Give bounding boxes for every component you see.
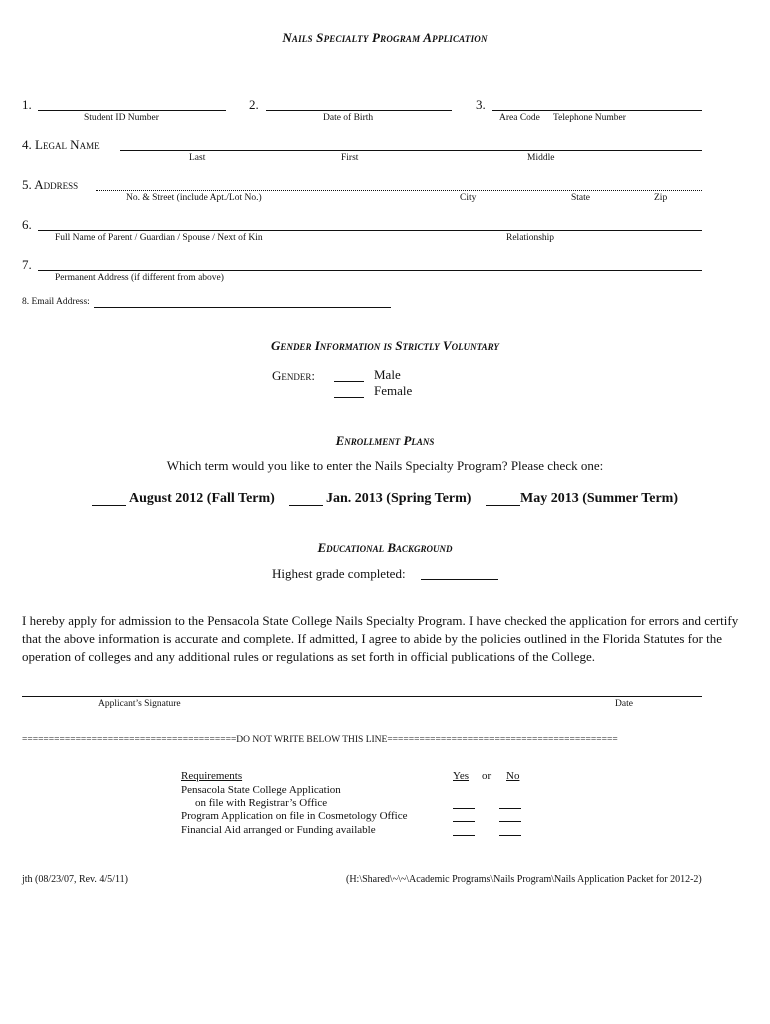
email-label: 8. Email Address:: [22, 297, 90, 307]
date-of-birth-line[interactable]: [266, 110, 452, 111]
spring-term-option: Jan. 2013 (Spring Term): [326, 491, 472, 506]
female-option: Female: [374, 383, 413, 398]
address-line[interactable]: [96, 190, 702, 191]
do-not-write-divider: ========================================DO NOT WRITE BELOW THIS LINE===========================================: [22, 735, 618, 745]
field-1-number: 1.: [22, 97, 32, 112]
permanent-address-line[interactable]: [38, 270, 702, 271]
spring-term-checkbox[interactable]: [289, 505, 323, 506]
yes-heading: Yes: [453, 770, 470, 782]
male-option: Male: [374, 367, 401, 382]
signature-line[interactable]: [22, 696, 702, 697]
footer-file-path: (H:\Shared\~\~\Academic Programs\Nails Program\Nails Application Packet for 2012-2): [346, 874, 702, 885]
permanent-address-label: Permanent Address (if different from above): [55, 273, 224, 283]
legal-name-label: 4. Legal Name: [22, 137, 100, 152]
telephone-label: Telephone Number: [553, 113, 626, 123]
state-label: State: [571, 193, 590, 203]
enrollment-heading: Enrollment Plans: [335, 433, 435, 448]
highest-grade-line[interactable]: [421, 579, 498, 580]
last-name-label: Last: [189, 153, 206, 163]
student-id-label: Student ID Number: [84, 113, 159, 123]
requirement-item: on file with Registrar’s Office: [195, 797, 328, 809]
summer-term-option: May 2013 (Summer Term): [520, 491, 678, 506]
highest-grade-label: Highest grade completed:: [272, 566, 406, 581]
no-heading: No: [506, 770, 520, 782]
next-of-kin-label: Full Name of Parent / Guardian / Spouse / Next of Kin: [55, 233, 263, 243]
requirement-item: Program Application on file in Cosmetology Office: [181, 810, 408, 822]
req-1-yes-box[interactable]: [453, 808, 475, 809]
requirement-item: Financial Aid arranged or Funding available: [181, 824, 376, 836]
middle-name-label: Middle: [527, 153, 555, 163]
requirements-heading: Requirements: [181, 770, 243, 782]
page-title: Nails Specialty Program Application: [282, 30, 488, 45]
gender-heading: Gender Information is Strictly Voluntary: [271, 338, 499, 353]
field-7-number: 7.: [22, 257, 32, 272]
first-name-label: First: [341, 153, 359, 163]
req-3-yes-box[interactable]: [453, 835, 475, 836]
enrollment-question: Which term would you like to enter the Nails Specialty Program? Please check one:: [166, 458, 604, 473]
footer-revision: jth (08/23/07, Rev. 4/5/11): [22, 874, 128, 885]
next-of-kin-line[interactable]: [38, 230, 702, 231]
education-heading: Educational Background: [317, 540, 453, 555]
fall-term-checkbox[interactable]: [92, 505, 126, 506]
address-label: 5. Address: [22, 177, 79, 192]
zip-label: Zip: [654, 193, 668, 203]
req-2-no-box[interactable]: [499, 821, 521, 822]
city-label: City: [460, 193, 477, 203]
gender-label: Gender:: [272, 368, 315, 383]
req-1-no-box[interactable]: [499, 808, 521, 809]
email-line[interactable]: [94, 307, 391, 308]
field-6-number: 6.: [22, 217, 32, 232]
telephone-line[interactable]: [492, 110, 702, 111]
date-label: Date: [615, 699, 633, 709]
fall-term-option: August 2012 (Fall Term): [129, 491, 275, 506]
requirement-item: Pensacola State College Application: [181, 784, 341, 796]
applicant-statement: I hereby apply for admission to the Pensacola State College Nails Specialty Program. I have checked the application for errors and certify that the above information is accurate and complete. If admitted, I agree to abide by the policies outlined in the Florida Statutes for the operation of colleges and any additional rules or regulations as set forth in official publications of the College.: [22, 613, 739, 664]
area-code-label: Area Code: [499, 113, 540, 123]
req-3-no-box[interactable]: [499, 835, 521, 836]
field-2-number: 2.: [249, 97, 259, 112]
student-id-line[interactable]: [38, 110, 226, 111]
summer-term-checkbox[interactable]: [486, 505, 520, 506]
or-text: or: [482, 770, 492, 782]
female-checkbox[interactable]: [334, 397, 364, 398]
field-3-number: 3.: [476, 97, 486, 112]
date-of-birth-label: Date of Birth: [323, 113, 374, 123]
applicant-signature-label: Applicant’s Signature: [98, 699, 181, 709]
male-checkbox[interactable]: [334, 381, 364, 382]
legal-name-line[interactable]: [120, 150, 702, 151]
req-2-yes-box[interactable]: [453, 821, 475, 822]
street-label: No. & Street (include Apt./Lot No.): [126, 193, 262, 203]
relationship-label: Relationship: [506, 233, 555, 243]
